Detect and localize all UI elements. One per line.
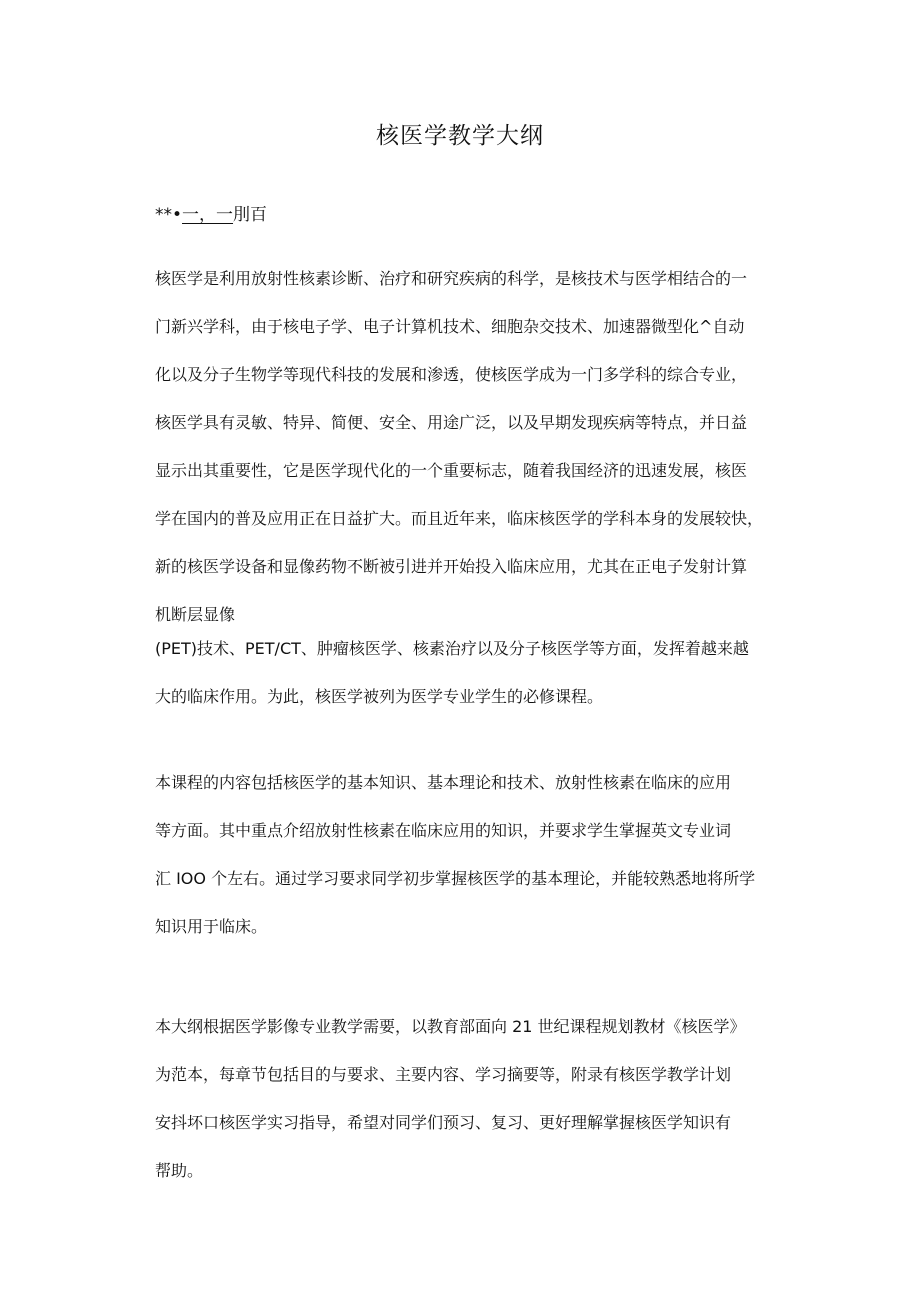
paragraph-line: 大的临床作用。为此，核医学被列为医学专业学生的必修课程。: [155, 687, 604, 706]
paragraph-line: 核医学具有灵敏、特异、简便、安全、用途广泛，以及早期发现疾病等特点，并日益: [155, 413, 748, 432]
paragraph-syllabus-basis: [155, 1015, 795, 1207]
paragraph-line: 本大纲根据医学影像专业教学需要，以教育部面向 21 世纪课程规划教材《核医学》: [155, 1017, 746, 1036]
paragraph-introduction: [155, 267, 795, 733]
paragraph-line: 学在国内的普及应用正在日益扩大。而且近年来，临床核医学的学科本身的发展较快，: [155, 509, 764, 528]
paragraph-line: 机断层显像: [155, 605, 236, 624]
paragraph-line: 汇 IOO 个左右。通过学习要求同学初步掌握核医学的基本理论，并能较熟悉地将所学: [155, 869, 756, 888]
heading-prefix: **•: [155, 205, 183, 225]
paragraph-line: 显示出其重要性，它是医学现代化的一个重要标志，随着我国经济的迅速发展，核医: [155, 461, 748, 480]
document-title: 核医学教学大纲: [376, 123, 544, 149]
section-heading-preface: [155, 203, 267, 227]
paragraph-line: 门新兴学科，由于核电子学、电子计算机技术、细胞杂交技术、加速器微型化^自动: [155, 317, 745, 336]
paragraph-line: 化以及分子生物学等现代科技的发展和渗透，使核医学成为一门多学科的综合专业，: [155, 365, 748, 384]
paragraph-course-content: [155, 771, 795, 963]
paragraph-line: 等方面。其中重点介绍放射性核素在临床应用的知识，并要求学生掌握英文专业词: [155, 821, 732, 840]
paragraph-line: 帮助。: [155, 1161, 204, 1180]
paragraph-line: 核医学是利用放射性核素诊断、治疗和研究疾病的科学，是核技术与医学相结合的一: [155, 269, 748, 288]
paragraph-line: 知识用于临床。: [155, 917, 268, 936]
heading-label: 刖百: [233, 205, 268, 225]
heading-underlined-number: 一，一: [182, 205, 234, 225]
paragraph-line: (PET)技术、PET/CT、肿瘤核医学、核素治疗以及分子核医学等方面，发挥着越来越: [155, 639, 749, 658]
paragraph-line: 本课程的内容包括核医学的基本知识、基本理论和技术、放射性核素在临床的应用: [155, 773, 732, 792]
paragraph-line: 新的核医学设备和显像药物不断被引进并开始投入临床应用，尤其在正电子发射计算: [155, 557, 748, 576]
paragraph-line: 安抖坏口核医学实习指导，希望对同学们预习、复习、更好理解掌握核医学知识有: [155, 1113, 732, 1132]
paragraph-line: 为范本，每章节包括目的与要求、主要内容、学习摘要等，附录有核医学教学计划: [155, 1065, 732, 1084]
